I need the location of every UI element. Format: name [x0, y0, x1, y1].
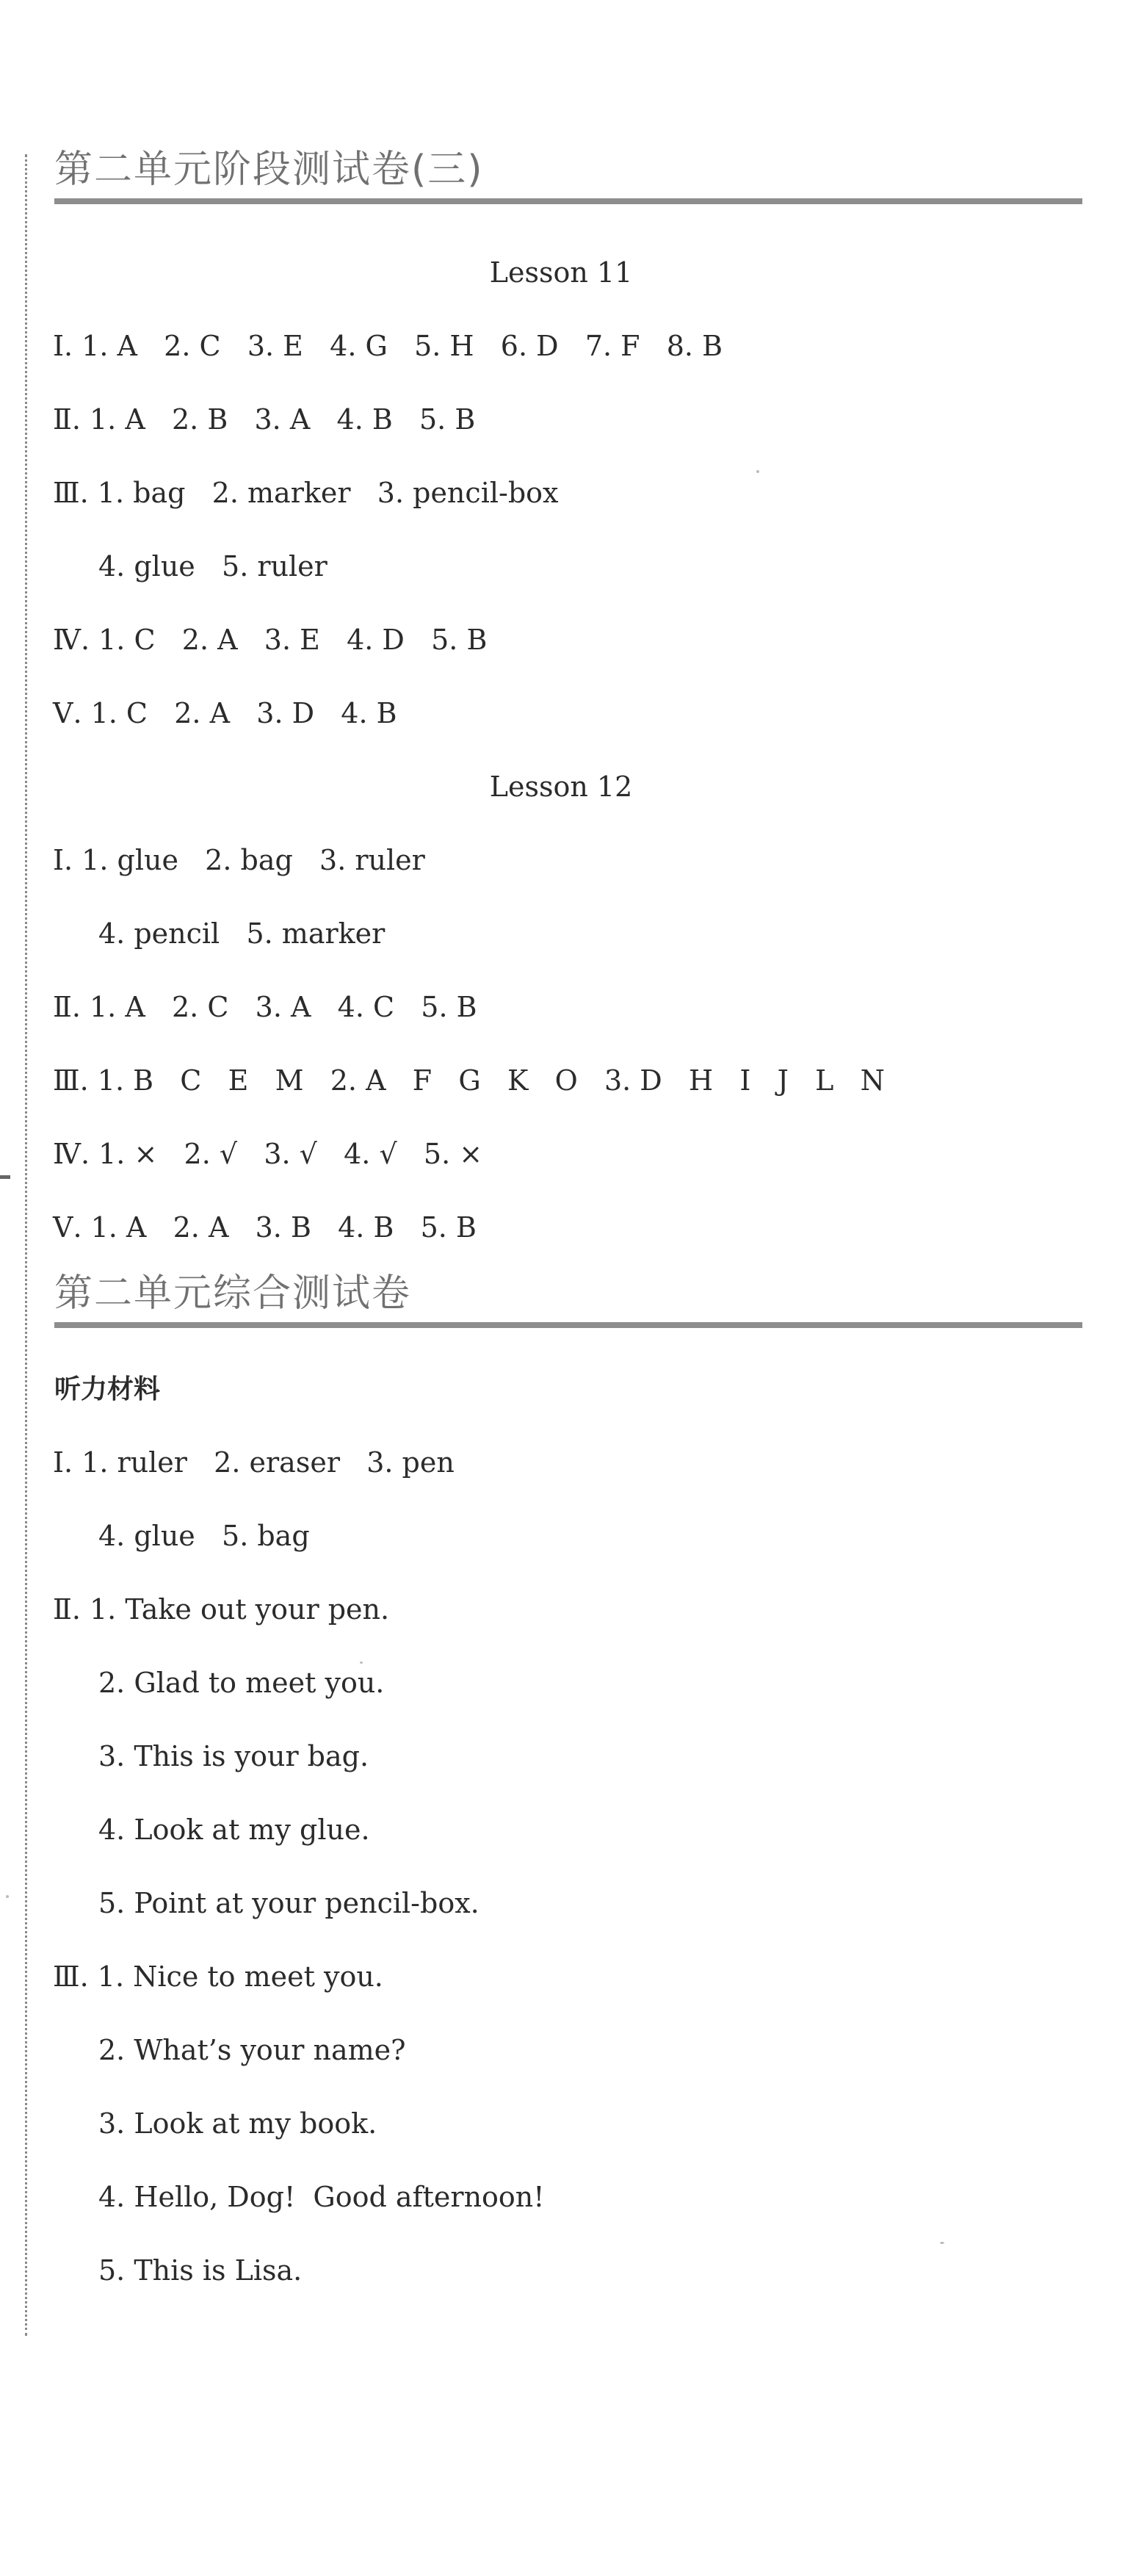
- answer-line: Ⅱ. 1. A 2. C 3. A 4. C 5. B: [53, 991, 477, 1023]
- transcript-line: 5. Point at your pencil-box.: [98, 1887, 479, 1919]
- lesson-12-heading: Lesson 12: [489, 771, 633, 803]
- section-title-stage-test: 第二单元阶段测试卷(三): [54, 147, 1082, 204]
- transcript-line: 4. Look at my glue.: [98, 1814, 370, 1846]
- listening-material-heading: 听力材料: [54, 1374, 161, 1404]
- answer-line: Ⅰ. 1. A 2. C 3. E 4. G 5. H 6. D 7. F 8. B: [53, 330, 723, 362]
- transcript-line: 3. Look at my book.: [98, 2107, 377, 2140]
- scan-speck: [940, 2242, 944, 2244]
- answer-line: Ⅴ. 1. C 2. A 3. D 4. B: [53, 697, 397, 729]
- dotted-margin-line: [25, 154, 27, 2336]
- margin-tick-mark: [0, 1175, 10, 1179]
- transcript-line: Ⅲ. 1. Nice to meet you.: [53, 1960, 383, 1993]
- answer-line: Ⅱ. 1. A 2. B 3. A 4. B 5. B: [53, 403, 476, 436]
- transcript-line: Ⅰ. 1. ruler 2. eraser 3. pen: [53, 1446, 455, 1479]
- answer-line: Ⅲ. 1. B C E M 2. A F G K O 3. D H I J L N: [53, 1064, 885, 1097]
- transcript-line: 4. glue 5. bag: [98, 1520, 310, 1552]
- transcript-line: Ⅱ. 1. Take out your pen.: [53, 1593, 390, 1626]
- answer-line: Ⅳ. 1. C 2. A 3. E 4. D 5. B: [53, 624, 488, 656]
- answer-line: 4. glue 5. ruler: [98, 550, 327, 582]
- answer-line: Ⅲ. 1. bag 2. marker 3. pencil-box: [53, 477, 559, 509]
- transcript-line: 4. Hello, Dog! Good afternoon!: [98, 2181, 545, 2213]
- transcript-line: 2. Glad to meet you.: [98, 1667, 385, 1699]
- transcript-line: 2. What’s your name?: [98, 2034, 406, 2066]
- lesson-11-heading: Lesson 11: [489, 256, 633, 289]
- transcript-line: 5. This is Lisa.: [98, 2254, 303, 2287]
- answer-line: 4. pencil 5. marker: [98, 917, 386, 950]
- answer-line: Ⅰ. 1. glue 2. bag 3. ruler: [53, 844, 425, 876]
- answer-line: Ⅳ. 1. × 2. √ 3. √ 4. √ 5. ×: [53, 1138, 483, 1170]
- answer-line: Ⅴ. 1. A 2. A 3. B 4. B 5. B: [53, 1211, 477, 1244]
- scan-speck: [6, 1895, 9, 1898]
- section-title-comprehensive-test: 第二单元综合测试卷: [54, 1271, 1082, 1328]
- scan-speck: [756, 470, 759, 473]
- scan-speck: [360, 1662, 363, 1664]
- transcript-line: 3. This is your bag.: [98, 1740, 369, 1772]
